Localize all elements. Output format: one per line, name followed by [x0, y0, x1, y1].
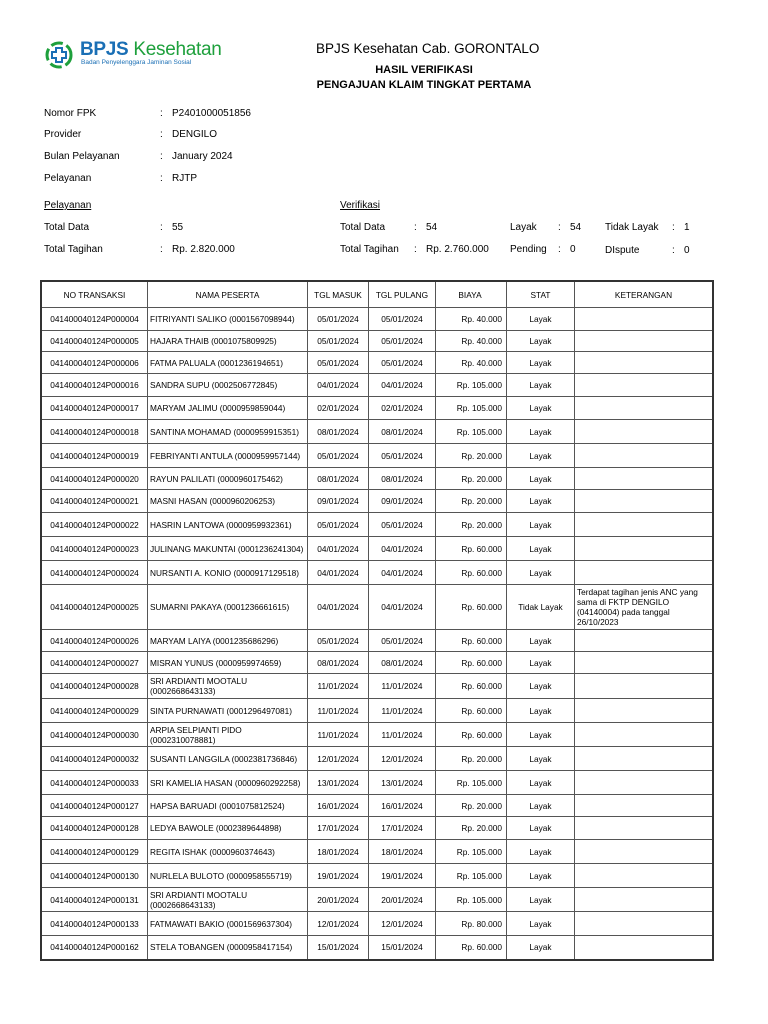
cell-stat: Layak — [507, 420, 575, 444]
cell-nama-peserta: SUSANTI LANGGILA (0002381736846) — [148, 747, 308, 771]
table-row — [41, 840, 713, 864]
cell-stat: Layak — [507, 374, 575, 397]
cell-nama-peserta: SRI ARDIANTI MOOTALU (0002668643133) — [148, 888, 308, 912]
cell-keterangan — [575, 817, 714, 840]
document-title: HASIL VERIFIKASI — [375, 64, 473, 76]
cell-no-transaksi: 041400040124P000027 — [41, 652, 148, 674]
cell-stat: Layak — [507, 912, 575, 936]
table-row — [41, 537, 713, 561]
cell-tgl-masuk: 05/01/2024 — [308, 513, 369, 537]
cell-nama-peserta: LEDYA BAWOLE (0002389644898) — [148, 817, 308, 840]
cell-biaya: Rp. 60.000 — [436, 699, 507, 723]
col-header-no-transaksi: NO TRANSAKSI — [41, 281, 148, 308]
pelayanan-total-tagihan-label: Total Tagihan — [44, 244, 103, 255]
cell-tgl-pulang: 18/01/2024 — [369, 840, 436, 864]
info-colon: : — [160, 173, 163, 184]
cell-nama-peserta: REGITA ISHAK (0000960374643) — [148, 840, 308, 864]
cell-stat: Layak — [507, 840, 575, 864]
cell-tgl-pulang: 11/01/2024 — [369, 723, 436, 747]
cell-no-transaksi: 041400040124P000004 — [41, 308, 148, 331]
table-row — [41, 352, 713, 374]
cell-no-transaksi: 041400040124P000019 — [41, 444, 148, 468]
cell-keterangan — [575, 747, 714, 771]
cell-tgl-pulang: 04/01/2024 — [369, 585, 436, 630]
cell-biaya: Rp. 60.000 — [436, 674, 507, 699]
table-row — [41, 723, 713, 747]
cell-tgl-masuk: 02/01/2024 — [308, 397, 369, 420]
cell-nama-peserta: JULINANG MAKUNTAI (0001236241304) — [148, 537, 308, 561]
cell-tgl-masuk: 08/01/2024 — [308, 420, 369, 444]
cell-nama-peserta: FEBRIYANTI ANTULA (0000959957144) — [148, 444, 308, 468]
cell-no-transaksi: 041400040124P000030 — [41, 723, 148, 747]
tidak-layak-value: 1 — [684, 222, 690, 233]
cell-keterangan — [575, 308, 714, 331]
table-header-row — [41, 281, 713, 308]
info-value-pelayanan: RJTP — [172, 173, 197, 184]
cell-keterangan — [575, 630, 714, 652]
table-row — [41, 817, 713, 840]
cell-no-transaksi: 041400040124P000032 — [41, 747, 148, 771]
pelayanan-total-data: 55 — [172, 222, 184, 233]
cell-tgl-pulang: 05/01/2024 — [369, 352, 436, 374]
cell-tgl-pulang: 05/01/2024 — [369, 630, 436, 652]
cell-tgl-pulang: 20/01/2024 — [369, 888, 436, 912]
cell-no-transaksi: 041400040124P000025 — [41, 585, 148, 630]
pending-label: Pending — [510, 244, 547, 255]
cell-tgl-pulang: 12/01/2024 — [369, 912, 436, 936]
col-header-biaya: BIAYA — [436, 281, 507, 308]
cell-stat: Layak — [507, 537, 575, 561]
logo-tagline: Badan Penyelenggara Jaminan Sosial — [81, 59, 192, 66]
cell-biaya: Rp. 60.000 — [436, 630, 507, 652]
summary-colon: : — [160, 244, 163, 255]
pelayanan-heading: Pelayanan — [44, 200, 92, 211]
table-row — [41, 747, 713, 771]
table-row — [41, 674, 713, 699]
cell-biaya: Rp. 20.000 — [436, 444, 507, 468]
info-colon: : — [160, 108, 163, 119]
info-value-bulan: January 2024 — [172, 151, 233, 162]
verifikasi-heading: Verifikasi — [340, 200, 381, 211]
table-row — [41, 468, 713, 490]
table-row — [41, 630, 713, 652]
cell-stat: Layak — [507, 468, 575, 490]
cell-nama-peserta: RAYUN PALILATI (0000960175462) — [148, 468, 308, 490]
cell-nama-peserta: FITRIYANTI SALIKO (0001567098944) — [148, 308, 308, 331]
info-label-pelayanan: Pelayanan — [44, 173, 92, 184]
summary-colon: : — [414, 222, 417, 233]
cell-tgl-pulang: 05/01/2024 — [369, 331, 436, 352]
cell-tgl-pulang: 11/01/2024 — [369, 699, 436, 723]
cell-stat: Layak — [507, 490, 575, 513]
cell-tgl-masuk: 20/01/2024 — [308, 888, 369, 912]
cell-no-transaksi: 041400040124P000133 — [41, 912, 148, 936]
cell-stat: Layak — [507, 699, 575, 723]
cell-no-transaksi: 041400040124P000006 — [41, 352, 148, 374]
cell-stat: Layak — [507, 513, 575, 537]
table-row — [41, 652, 713, 674]
cell-biaya: Rp. 20.000 — [436, 747, 507, 771]
table-row — [41, 374, 713, 397]
verifikasi-total-tagihan: Rp. 2.760.000 — [426, 244, 489, 255]
cell-nama-peserta: MARYAM LAIYA (0001235686296) — [148, 630, 308, 652]
info-colon: : — [160, 151, 163, 162]
table-row — [41, 912, 713, 936]
cell-keterangan — [575, 420, 714, 444]
cell-keterangan — [575, 444, 714, 468]
cell-no-transaksi: 041400040124P000016 — [41, 374, 148, 397]
summary-colon: : — [558, 222, 561, 233]
cell-no-transaksi: 041400040124P000024 — [41, 561, 148, 585]
table-row — [41, 561, 713, 585]
info-label-fpk: Nomor FPK — [44, 108, 97, 119]
info-label-provider: Provider — [44, 129, 82, 140]
cell-nama-peserta: MASNI HASAN (0000960206253) — [148, 490, 308, 513]
table-row — [41, 864, 713, 888]
cell-biaya: Rp. 105.000 — [436, 771, 507, 795]
cell-keterangan — [575, 374, 714, 397]
cell-no-transaksi: 041400040124P000026 — [41, 630, 148, 652]
cell-stat: Layak — [507, 331, 575, 352]
cell-keterangan — [575, 352, 714, 374]
document-subtitle: PENGAJUAN KLAIM TINGKAT PERTAMA — [316, 79, 532, 91]
cell-tgl-masuk: 12/01/2024 — [308, 912, 369, 936]
cell-nama-peserta: SANTINA MOHAMAD (0000959915351) — [148, 420, 308, 444]
summary-colon: : — [160, 222, 163, 233]
cell-tgl-masuk: 17/01/2024 — [308, 817, 369, 840]
cell-stat: Layak — [507, 630, 575, 652]
cell-biaya: Rp. 105.000 — [436, 374, 507, 397]
cell-tgl-masuk: 13/01/2024 — [308, 771, 369, 795]
cell-stat: Tidak Layak — [507, 585, 575, 630]
cell-no-transaksi: 041400040124P000029 — [41, 699, 148, 723]
table-row — [41, 490, 713, 513]
cell-biaya: Rp. 105.000 — [436, 397, 507, 420]
cell-nama-peserta: SRI ARDIANTI MOOTALU (0002668643133) — [148, 674, 308, 699]
cell-tgl-pulang: 19/01/2024 — [369, 864, 436, 888]
table-row — [41, 397, 713, 420]
pending-value: 0 — [570, 244, 576, 255]
dispute-value: 0 — [684, 245, 690, 256]
cell-stat: Layak — [507, 652, 575, 674]
cell-stat: Layak — [507, 888, 575, 912]
cell-nama-peserta: SRI KAMELIA HASAN (0000960292258) — [148, 771, 308, 795]
table-row — [41, 771, 713, 795]
col-header-keterangan: KETERANGAN — [575, 281, 714, 308]
cell-biaya: Rp. 80.000 — [436, 912, 507, 936]
summary-colon: : — [558, 244, 561, 255]
info-colon: : — [160, 129, 163, 140]
cell-biaya: Rp. 105.000 — [436, 864, 507, 888]
cell-tgl-pulang: 02/01/2024 — [369, 397, 436, 420]
cell-tgl-masuk: 05/01/2024 — [308, 308, 369, 331]
summary-colon: : — [672, 245, 675, 256]
cell-biaya: Rp. 40.000 — [436, 331, 507, 352]
summary-colon: : — [414, 244, 417, 255]
cell-no-transaksi: 041400040124P000130 — [41, 864, 148, 888]
cell-stat: Layak — [507, 674, 575, 699]
cell-keterangan — [575, 490, 714, 513]
cell-no-transaksi: 041400040124P000028 — [41, 674, 148, 699]
logo-wordmark: BPJS Kesehatan — [80, 39, 222, 60]
verifikasi-total-tagihan-label: Total Tagihan — [340, 244, 399, 255]
cell-keterangan — [575, 699, 714, 723]
cell-keterangan — [575, 537, 714, 561]
cell-no-transaksi: 041400040124P000022 — [41, 513, 148, 537]
table-row — [41, 513, 713, 537]
cell-keterangan — [575, 561, 714, 585]
cell-keterangan — [575, 397, 714, 420]
cell-tgl-pulang: 17/01/2024 — [369, 817, 436, 840]
cell-keterangan: Terdapat tagihan jenis ANC yang sama di FKTP DENGILO (04140004) pada tanggal 26/10/2023 — [575, 585, 714, 630]
cell-tgl-pulang: 05/01/2024 — [369, 308, 436, 331]
table-row — [41, 585, 713, 630]
table-row — [41, 888, 713, 912]
cell-tgl-masuk: 05/01/2024 — [308, 331, 369, 352]
cell-tgl-masuk: 11/01/2024 — [308, 699, 369, 723]
cell-tgl-pulang: 11/01/2024 — [369, 674, 436, 699]
cell-stat: Layak — [507, 817, 575, 840]
cell-tgl-masuk: 05/01/2024 — [308, 352, 369, 374]
info-label-bulan: Bulan Pelayanan — [44, 151, 120, 162]
cell-tgl-pulang: 05/01/2024 — [369, 513, 436, 537]
cell-tgl-masuk: 04/01/2024 — [308, 561, 369, 585]
cell-nama-peserta: MISRAN YUNUS (0000959974659) — [148, 652, 308, 674]
cell-tgl-pulang: 15/01/2024 — [369, 936, 436, 960]
cell-tgl-masuk: 16/01/2024 — [308, 795, 369, 817]
cell-biaya: Rp. 40.000 — [436, 352, 507, 374]
cell-nama-peserta: STELA TOBANGEN (0000958417154) — [148, 936, 308, 960]
cell-keterangan — [575, 795, 714, 817]
cell-biaya: Rp. 60.000 — [436, 723, 507, 747]
cell-tgl-masuk: 18/01/2024 — [308, 840, 369, 864]
cell-keterangan — [575, 513, 714, 537]
pelayanan-total-data-label: Total Data — [44, 222, 90, 233]
cell-nama-peserta: NURLELA BULOTO (0000958555719) — [148, 864, 308, 888]
cell-stat: Layak — [507, 771, 575, 795]
cell-tgl-masuk: 04/01/2024 — [308, 374, 369, 397]
info-value-fpk: P2401000051856 — [172, 108, 251, 119]
cell-stat: Layak — [507, 723, 575, 747]
claims-table — [40, 280, 714, 961]
layak-label: Layak — [510, 222, 537, 233]
cell-nama-peserta: NURSANTI A. KONIO (0000917129518) — [148, 561, 308, 585]
cell-biaya: Rp. 20.000 — [436, 468, 507, 490]
cell-tgl-masuk: 08/01/2024 — [308, 468, 369, 490]
table-row — [41, 795, 713, 817]
cell-nama-peserta: SUMARNI PAKAYA (0001236661615) — [148, 585, 308, 630]
cell-stat: Layak — [507, 795, 575, 817]
cell-tgl-masuk: 19/01/2024 — [308, 864, 369, 888]
verifikasi-total-data-label: Total Data — [340, 222, 386, 233]
table-row — [41, 331, 713, 352]
cell-tgl-masuk: 11/01/2024 — [308, 674, 369, 699]
tidak-layak-label: Tidak Layak — [605, 222, 659, 233]
cell-keterangan — [575, 864, 714, 888]
cell-tgl-masuk: 04/01/2024 — [308, 585, 369, 630]
cell-no-transaksi: 041400040124P000023 — [41, 537, 148, 561]
cell-biaya: Rp. 20.000 — [436, 817, 507, 840]
cell-no-transaksi: 041400040124P000162 — [41, 936, 148, 960]
branch-name: BPJS Kesehatan Cab. GORONTALO — [316, 41, 540, 56]
cell-tgl-pulang: 04/01/2024 — [369, 374, 436, 397]
cell-tgl-masuk: 04/01/2024 — [308, 537, 369, 561]
cell-keterangan — [575, 888, 714, 912]
cell-tgl-pulang: 08/01/2024 — [369, 652, 436, 674]
cell-no-transaksi: 041400040124P000021 — [41, 490, 148, 513]
cell-nama-peserta: HAPSA BARUADI (0001075812524) — [148, 795, 308, 817]
cell-keterangan — [575, 723, 714, 747]
verifikasi-total-data: 54 — [426, 222, 438, 233]
table-row — [41, 420, 713, 444]
cell-tgl-pulang: 16/01/2024 — [369, 795, 436, 817]
info-value-provider: DENGILO — [172, 129, 218, 140]
cell-tgl-masuk: 09/01/2024 — [308, 490, 369, 513]
cell-no-transaksi: 041400040124P000018 — [41, 420, 148, 444]
pelayanan-total-tagihan: Rp. 2.820.000 — [172, 244, 235, 255]
cell-nama-peserta: HAJARA THAIB (0001075809925) — [148, 331, 308, 352]
cell-no-transaksi: 041400040124P000128 — [41, 817, 148, 840]
table-row — [41, 936, 713, 960]
cell-tgl-pulang: 12/01/2024 — [369, 747, 436, 771]
cell-keterangan — [575, 840, 714, 864]
cell-keterangan — [575, 331, 714, 352]
col-header-stat: STAT — [507, 281, 575, 308]
cell-biaya: Rp. 20.000 — [436, 795, 507, 817]
cell-biaya: Rp. 20.000 — [436, 513, 507, 537]
cell-keterangan — [575, 468, 714, 490]
cell-keterangan — [575, 674, 714, 699]
cell-nama-peserta: MARYAM JALIMU (0000959859044) — [148, 397, 308, 420]
cell-nama-peserta: FATMA PALUALA (0001236194651) — [148, 352, 308, 374]
cell-biaya: Rp. 20.000 — [436, 490, 507, 513]
cell-nama-peserta: HASRIN LANTOWA (0000959932361) — [148, 513, 308, 537]
cell-nama-peserta: SANDRA SUPU (0002506772845) — [148, 374, 308, 397]
cell-biaya: Rp. 105.000 — [436, 420, 507, 444]
cell-biaya: Rp. 60.000 — [436, 585, 507, 630]
cell-biaya: Rp. 40.000 — [436, 308, 507, 331]
cell-no-transaksi: 041400040124P000033 — [41, 771, 148, 795]
cell-stat: Layak — [507, 397, 575, 420]
cell-tgl-masuk: 05/01/2024 — [308, 630, 369, 652]
cell-tgl-pulang: 09/01/2024 — [369, 490, 436, 513]
cell-tgl-pulang: 13/01/2024 — [369, 771, 436, 795]
cell-stat: Layak — [507, 864, 575, 888]
table-row — [41, 308, 713, 331]
cell-tgl-pulang: 05/01/2024 — [369, 444, 436, 468]
cell-no-transaksi: 041400040124P000129 — [41, 840, 148, 864]
cell-nama-peserta: FATMAWATI BAKIO (0001569637304) — [148, 912, 308, 936]
cell-keterangan — [575, 936, 714, 960]
cell-stat: Layak — [507, 444, 575, 468]
cell-tgl-pulang: 08/01/2024 — [369, 468, 436, 490]
cell-tgl-masuk: 15/01/2024 — [308, 936, 369, 960]
cell-tgl-masuk: 12/01/2024 — [308, 747, 369, 771]
table-row — [41, 444, 713, 468]
cell-nama-peserta: SINTA PURNAWATI (0001296497081) — [148, 699, 308, 723]
table-row — [41, 699, 713, 723]
dispute-label: DIspute — [605, 245, 640, 256]
cell-tgl-pulang: 04/01/2024 — [369, 537, 436, 561]
cell-stat: Layak — [507, 936, 575, 960]
cell-no-transaksi: 041400040124P000127 — [41, 795, 148, 817]
cell-biaya: Rp. 60.000 — [436, 936, 507, 960]
cell-no-transaksi: 041400040124P000005 — [41, 331, 148, 352]
cell-biaya: Rp. 105.000 — [436, 840, 507, 864]
cell-keterangan — [575, 912, 714, 936]
cell-no-transaksi: 041400040124P000017 — [41, 397, 148, 420]
cell-keterangan — [575, 771, 714, 795]
cell-tgl-pulang: 04/01/2024 — [369, 561, 436, 585]
cell-stat: Layak — [507, 747, 575, 771]
cell-no-transaksi: 041400040124P000131 — [41, 888, 148, 912]
cell-keterangan — [575, 652, 714, 674]
cell-biaya: Rp. 60.000 — [436, 537, 507, 561]
cell-biaya: Rp. 105.000 — [436, 888, 507, 912]
cell-biaya: Rp. 60.000 — [436, 561, 507, 585]
col-header-tgl-masuk: TGL MASUK — [308, 281, 369, 308]
col-header-tgl-pulang: TGL PULANG — [369, 281, 436, 308]
col-header-nama-peserta: NAMA PESERTA — [148, 281, 308, 308]
cell-no-transaksi: 041400040124P000020 — [41, 468, 148, 490]
layak-value: 54 — [570, 222, 582, 233]
cell-tgl-masuk: 08/01/2024 — [308, 652, 369, 674]
cell-stat: Layak — [507, 561, 575, 585]
cell-stat: Layak — [507, 308, 575, 331]
cell-biaya: Rp. 60.000 — [436, 652, 507, 674]
cell-stat: Layak — [507, 352, 575, 374]
cell-tgl-masuk: 11/01/2024 — [308, 723, 369, 747]
cell-nama-peserta: ARPIA SELPIANTI PIDO (0002310078881) — [148, 723, 308, 747]
cell-tgl-pulang: 08/01/2024 — [369, 420, 436, 444]
summary-colon: : — [672, 222, 675, 233]
cell-tgl-masuk: 05/01/2024 — [308, 444, 369, 468]
